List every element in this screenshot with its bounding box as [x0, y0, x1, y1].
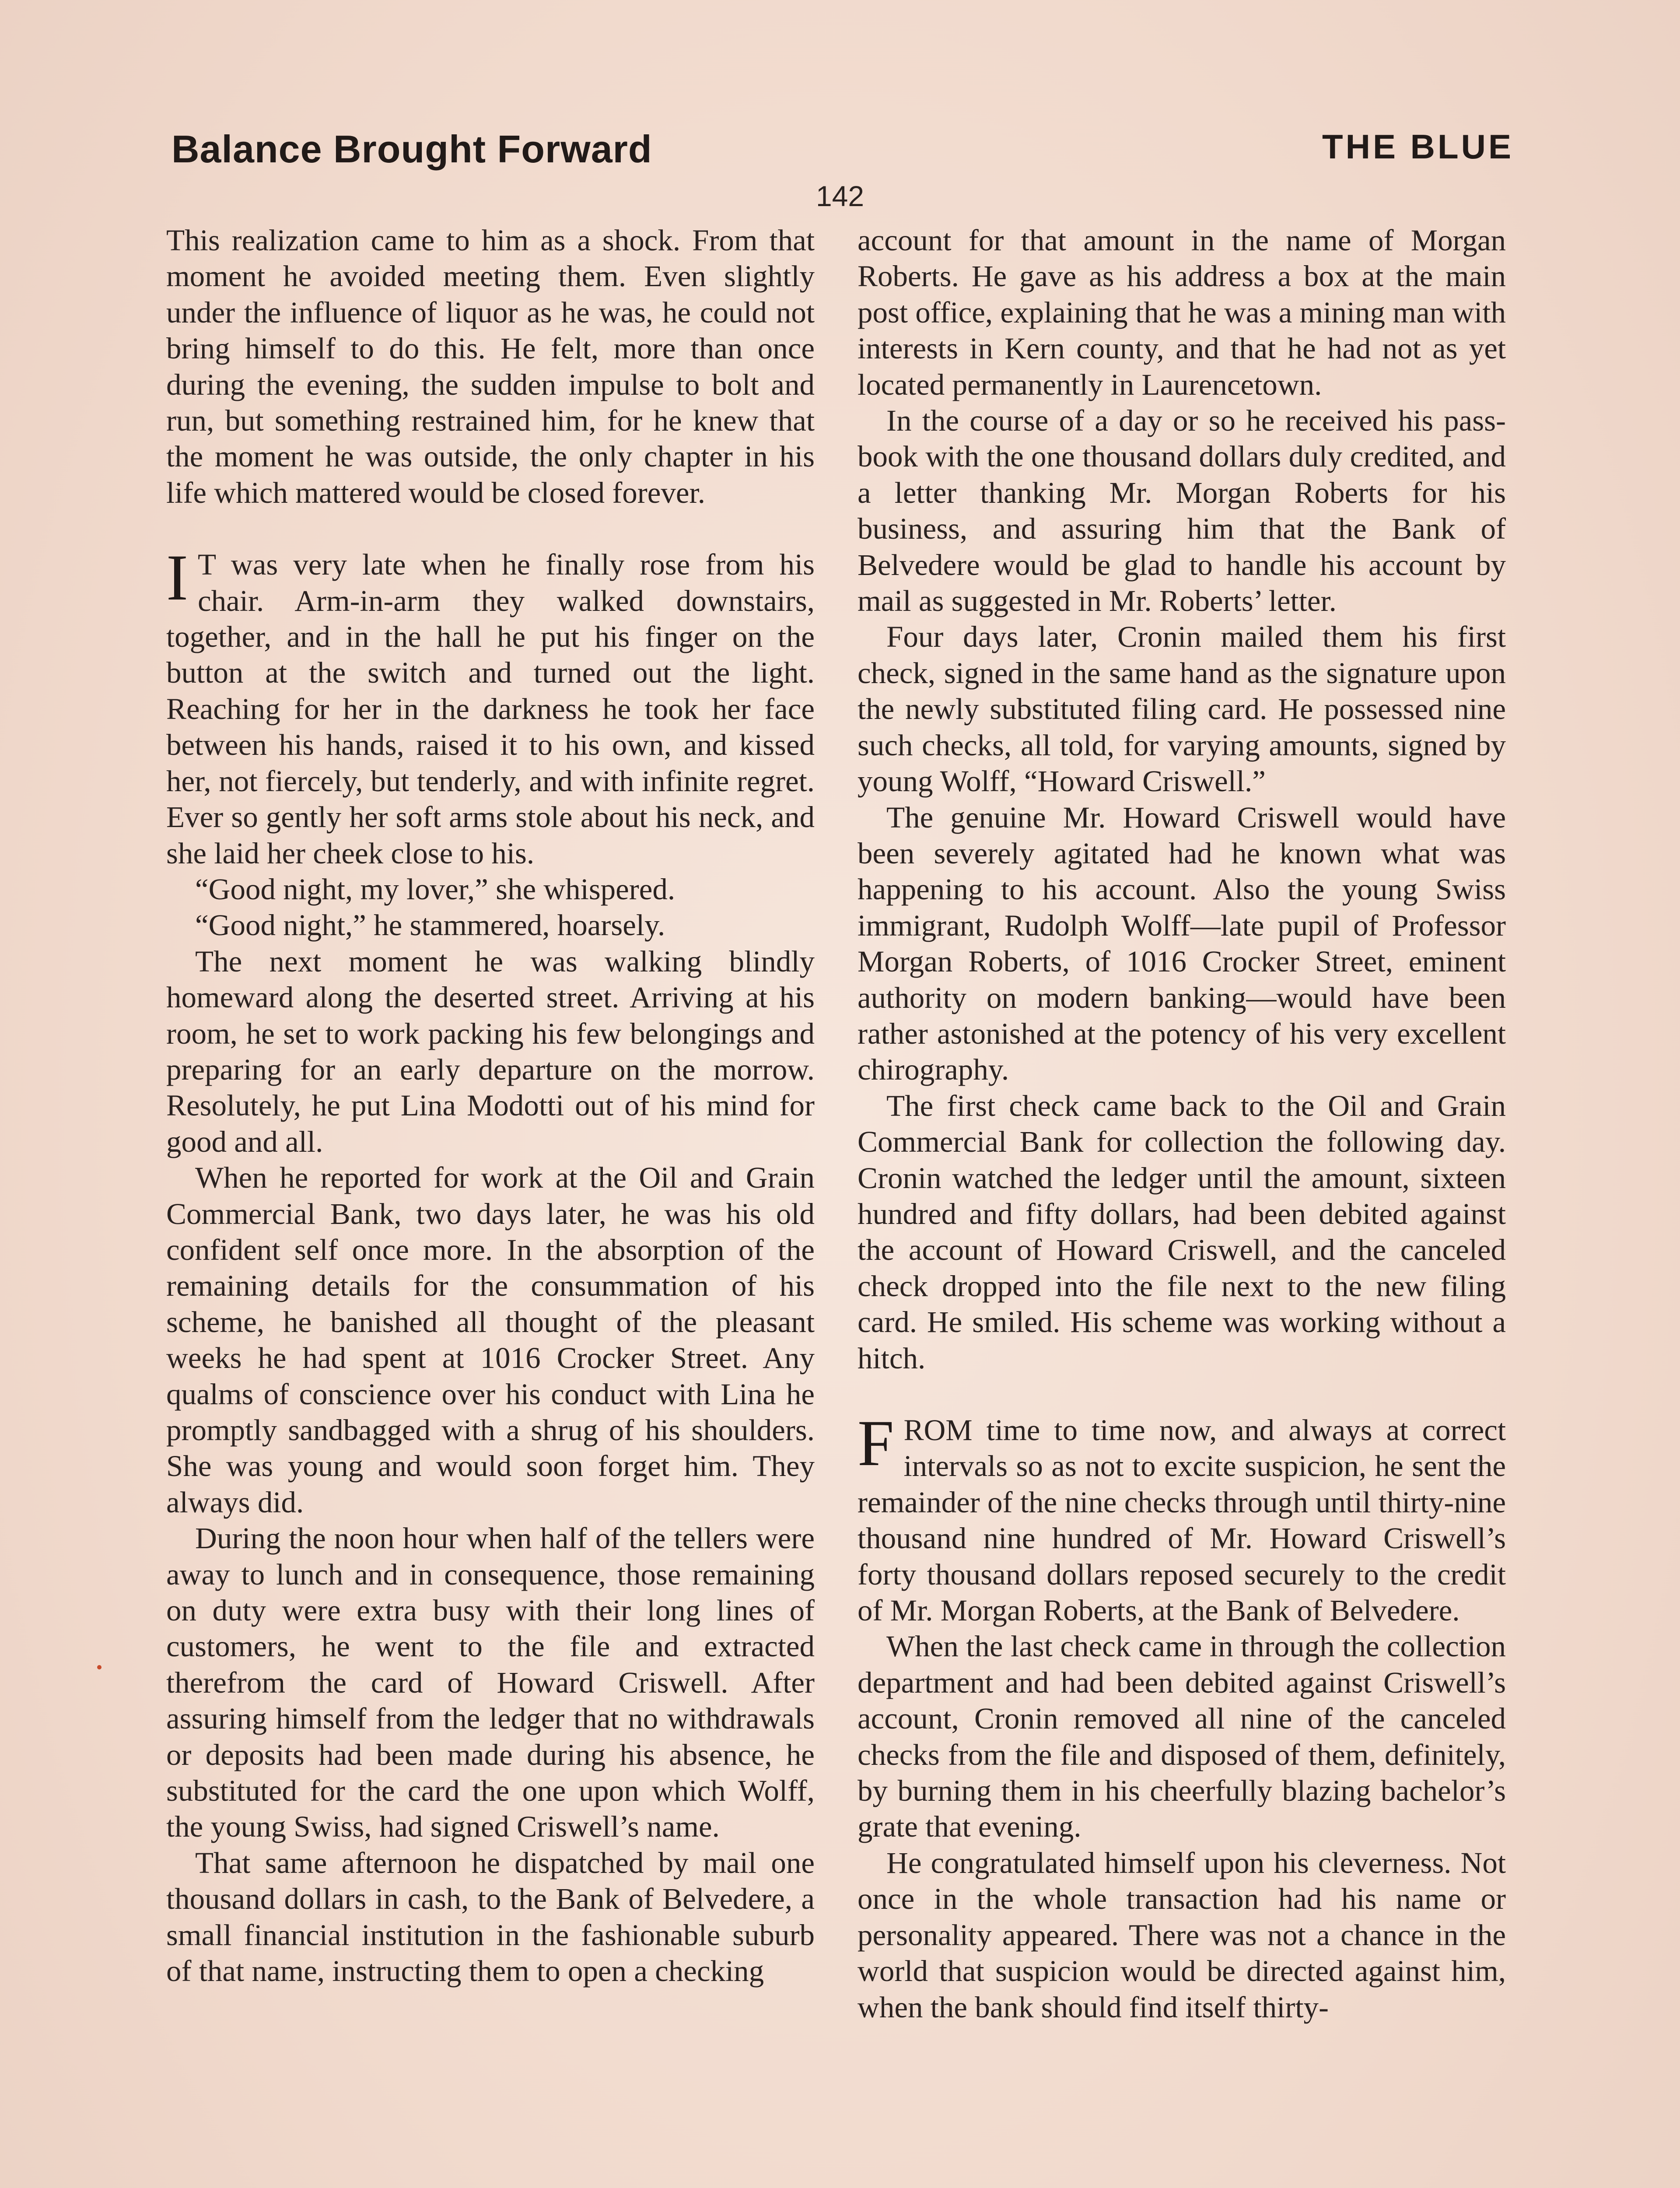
drop-cap: I [166, 541, 188, 614]
body-paragraph: account for that amount in the name of Morgan Roberts. He gave as his address a box at the main post office, explaining that he was a mining man with interests in Kern county, and that he had not as yet located permanently in Laurencetown. [858, 224, 1506, 401]
body-paragraph: When he reported for work at the Oil and Grain Commercial Bank, two days later, he was his old confident self once more. In the absorption of the remaining details for the consummation of his scheme, he banished all thought of the pleasant weeks he had spent at 1016 Crocker Street. Any qualms of conscience over his conduct with Lina he promptly sandbagged with a shrug of his shoulders. She was young and would soon forget him. They always did. [166, 1161, 815, 1519]
body-paragraph: “Good night,” he stammered, hoarsely. [195, 908, 665, 942]
body-paragraph: During the noon hour when half of the tellers were away to lunch and in consequence, those remaining on duty were extra busy with their long lines of customers, he went to the file and extracted therefrom the card of Howard Criswell. After assuring himself from the ledger that no withdrawals or deposits had been made during his absence, he substituted for the card the one upon which Wolff, the young Swiss, had signed Criswell’s name. [166, 1522, 815, 1844]
body-paragraph: The first check came back to the Oil and Grain Commercial Bank for collection the following day. Cronin watched the ledger until the amount, sixteen hundred and fifty dollars, had been debited against the account of Howard Criswell, and the canceled check dropped into the file next to the new filing card. He smiled. His scheme was working without a hitch. [858, 1089, 1506, 1375]
body-paragraph: The next moment he was walking blindly homeward along the deserted street. Arriving at his room, he set to work packing his few belongings and preparing for an early departure on the morrow. Resolutely, he put Lina Modotti out of his mind for good and all. [166, 944, 815, 1158]
body-paragraph: Four days later, Cronin mailed them his first check, signed in the same hand as the signature upon the newly substituted filing card. He possessed nine such checks, all told, for varying amounts, signed by young Wolff, “Howard Criswell.” [858, 620, 1506, 798]
left-text-column [166, 222, 815, 1989]
print-speck [97, 1665, 102, 1669]
body-paragraph: “Good night, my lover,” she whispered. [195, 872, 676, 906]
story-title: Balance Brought Forward [172, 127, 652, 171]
paragraph-text: ROM time to time now, and always at correct intervals so as not to excite suspicion, he sent the remainder of the nine checks through until thirty-nine thousand nine hundred of Mr. Howard Criswell’s forty thousand dollars reposed securely to the credit of Mr. Morgan Roberts, at the Bank of Belvedere. [858, 1413, 1506, 1627]
body-paragraph: When the last check came in through the collection department and had been debited against Criswell’s account, Cronin removed all nine of the canceled checks from the file and disposed of them, definitely, by burning them in his cheerfully blazing bachelor’s grate that evening. [858, 1630, 1506, 1844]
section-opening-paragraph [858, 1407, 1506, 1628]
body-paragraph: This realization came to him as a shock. From that moment he avoided meeting them. Even slightly under the influence of liquor as he was, he could not bring himself to do this. He felt, more than once during the evening, the sudden impulse to bolt and run, but something restrained him, for he knew that the moment he was outside, the only chapter in his life which mattered would be closed forever. [166, 224, 815, 509]
paragraph-text: T was very late when he finally rose from his chair. Arm-in-arm they walked downstairs, together, and in the hall he put his finger on the button at the switch and turned out the light. Reaching for her in the darkness he took her face between his hands, raised it to his own, and kissed her, not fiercely, but tenderly, and with infinite regret. Ever so gently her soft arms stole about his neck, and she laid her cheek close to his. [166, 548, 815, 870]
page-number: 142 [816, 180, 864, 212]
right-text-column [858, 222, 1506, 2025]
section-opening-paragraph [166, 541, 815, 871]
body-paragraph: In the course of a day or so he received his pass-book with the one thousand dollars duly credited, and a letter thanking Mr. Morgan Roberts for his business, and assuring him that the Bank of Belvedere would be glad to handle his account by mail as suggested in Mr. Roberts’ letter. [858, 404, 1506, 618]
page-header [172, 127, 1514, 188]
magazine-name: THE BLUE [1322, 127, 1514, 166]
body-paragraph: The genuine Mr. Howard Criswell would have been severely agitated had he known what was happening to his account. Also the young Swiss immigrant, Rudolph Wolff—late pupil of Professor Morgan Roberts, of 1016 Crocker Street, eminent authority on modern banking—would have been rather astonished at the potency of his very excellent chirography. [858, 800, 1506, 1087]
body-paragraph: That same afternoon he dispatched by mail one thousand dollars in cash, to the Bank of Belvedere, a small financial institution in the fashionable suburb of that name, instructing them to open a checking [166, 1846, 815, 1988]
drop-cap: F [858, 1407, 894, 1480]
body-paragraph: He congratulated himself upon his cleverness. Not once in the whole transaction had his name or personality appeared. There was not a chance in the world that suspicion would be directed against him, when the bank should find itself thirty- [858, 1846, 1506, 2024]
